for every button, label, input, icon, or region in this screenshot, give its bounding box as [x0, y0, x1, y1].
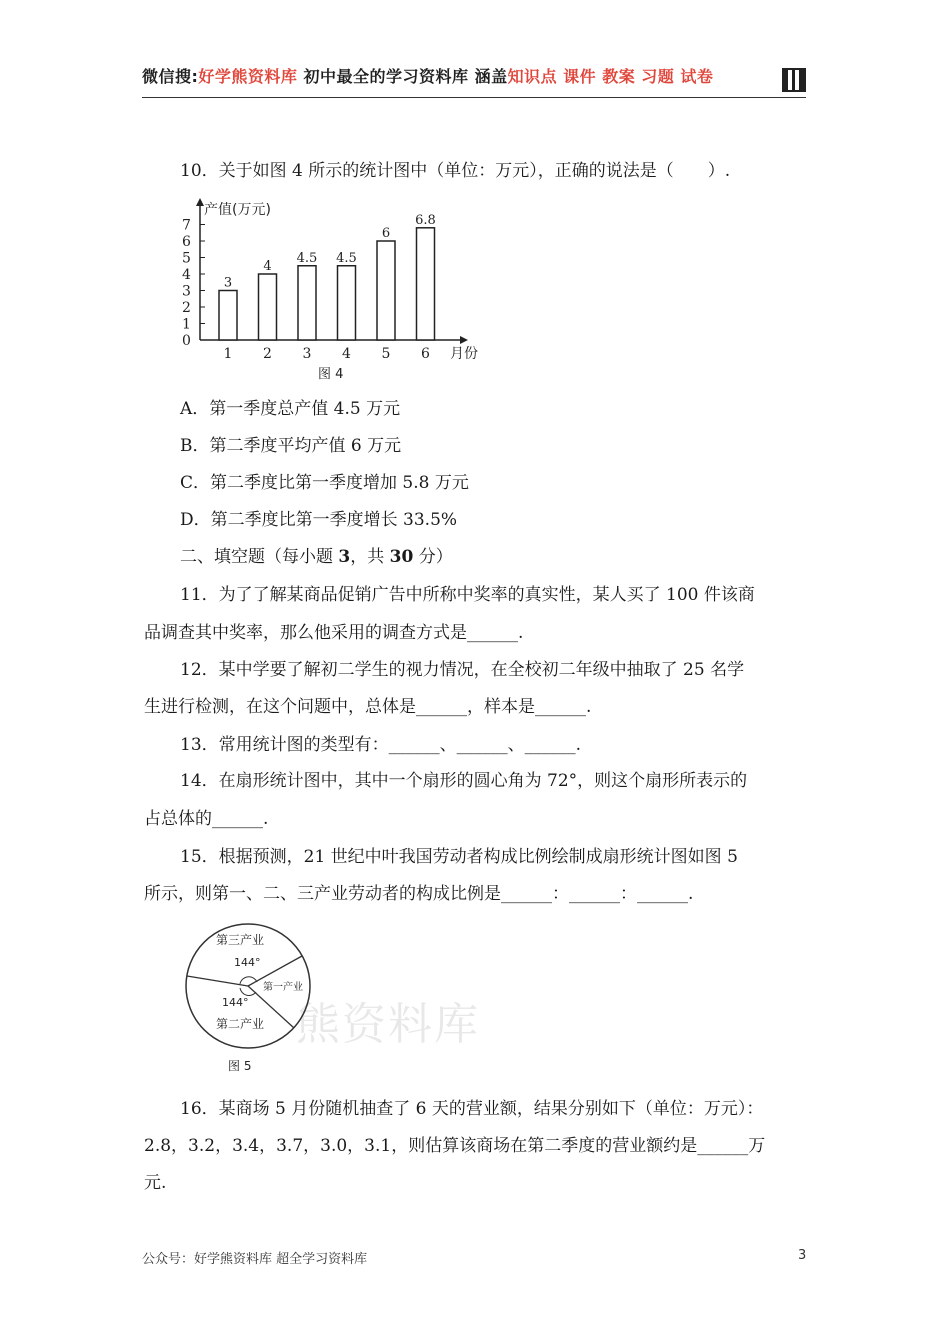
page-footer: 公众号：好学熊资料库 超全学习资料库	[142, 1252, 368, 1267]
pie-label-third-industry: 第三产业	[216, 933, 265, 947]
bar	[219, 291, 237, 341]
q10-option-b: B．第二季度平均产值 6 万元	[180, 436, 402, 456]
y-tick-label: 7	[182, 217, 191, 234]
bar	[298, 266, 316, 340]
q10-option-a: A．第一季度总产值 4.5 万元	[180, 399, 401, 419]
qr-code-icon	[782, 68, 806, 92]
y-tick-label: 0	[182, 333, 191, 349]
bar-chart-figure-4	[178, 198, 478, 384]
x-tick-label: 5	[381, 346, 391, 362]
x-tick-label: 2	[263, 346, 272, 362]
pie-angle-second: 144°	[222, 996, 249, 1009]
x-axis-arrow	[460, 336, 468, 344]
bar-value-label: 6.8	[415, 212, 436, 228]
bar-value-label: 6	[381, 226, 391, 241]
pie-divider-left	[187, 976, 248, 986]
bar	[338, 266, 356, 340]
bar-value-label: 4	[263, 259, 272, 274]
x-tick-label: 6	[421, 346, 430, 362]
chart-caption: 图 4	[318, 367, 344, 382]
y-tick-label: 1	[182, 316, 191, 333]
q12-line-1: 12．某中学要了解初二学生的视力情况，在全校初二年级中抽取了 25 名学	[180, 660, 745, 680]
q14-line-2: 占总体的______.	[144, 809, 269, 829]
x-tick-label: 3	[302, 346, 312, 362]
q16-line-3: 元.	[144, 1173, 167, 1193]
q10-option-d: D．第二季度比第一季度增长 33.5%	[180, 510, 458, 530]
bar	[377, 241, 395, 340]
section-heading-fill-in	[180, 546, 453, 568]
y-tick-label: 2	[182, 300, 191, 316]
q14-line-1: 14．在扇形统计图中，其中一个扇形的圆心角为 72°，则这个扇形所表示的	[180, 771, 748, 791]
q16-line-1: 16．某商场 5 月份随机抽查了 6 天的营业额，结果分别如下（单位：万元）：	[180, 1099, 764, 1119]
pie-label-first-industry: 第一产业	[263, 982, 303, 993]
q11-line-1: 11．为了了解某商品促销广告中所称中奖率的真实性，某人买了 100 件该商	[180, 585, 755, 605]
q16-line-2: 2.8，3.2，3.4，3.7，3.0，3.1，则估算该商场在第二季度的营业额约是______万	[144, 1136, 766, 1156]
x-axis-title: 月份	[450, 346, 478, 362]
header-divider	[142, 97, 806, 98]
x-tick-label: 1	[223, 346, 233, 362]
section-heading-points-each: 3	[338, 547, 351, 567]
pie-caption: 图 5	[228, 1059, 252, 1073]
section-heading-points-total: 30	[389, 547, 414, 567]
bar-value-label: 3	[223, 275, 233, 291]
section-heading-mid: ，共	[350, 547, 390, 567]
q10-stem: 10．关于如图 4 所示的统计图中（单位：万元），正确的说法是（ ）.	[180, 161, 731, 181]
header-topics: 知识点 课件 教案 习题 试卷	[507, 67, 714, 86]
pie-angle-third: 144°	[234, 956, 261, 969]
section-heading-prefix: 二、填空题（每小题	[180, 547, 339, 567]
y-tick-label: 3	[182, 283, 191, 300]
section-heading-suffix: 分）	[413, 547, 453, 567]
q11-line-2: 品调查其中奖率，那么他采用的调查方式是______.	[144, 623, 524, 643]
q12-line-2: 生进行检测，在这个问题中，总体是______，样本是______.	[144, 697, 592, 717]
x-tick-label: 4	[342, 346, 351, 362]
header-prefix: 微信搜:	[142, 67, 199, 86]
bar	[417, 228, 435, 340]
bar-value-label: 4.5	[296, 250, 318, 266]
q15-line-1: 15．根据预测，21 世纪中叶我国劳动者构成比例绘制成扇形统计图如图 5	[180, 847, 738, 867]
q15-line-2: 所示，则第一、二、三产业劳动者的构成比例是______：______：______.	[144, 884, 694, 904]
pie-label-second-industry: 第二产业	[216, 1017, 265, 1031]
bar	[259, 274, 277, 340]
q13: 13．常用统计图的类型有：______、______、______.	[180, 735, 582, 755]
bar-value-label: 4.5	[336, 250, 357, 266]
y-tick-label: 6	[182, 234, 191, 250]
y-axis-arrow	[196, 198, 204, 206]
page-number: 3	[798, 1248, 807, 1263]
watermark: 熊资料库	[296, 999, 480, 1050]
header-slogan: 初中最全的学习资料库 涵盖	[297, 67, 508, 86]
pie-chart-figure-5	[180, 920, 320, 1080]
y-tick-label: 4	[182, 267, 191, 283]
header-brand: 好学熊资料库	[198, 67, 298, 86]
y-tick-label: 5	[182, 250, 191, 267]
q10-option-c: C．第二季度比第一季度增加 5.8 万元	[180, 473, 469, 493]
y-axis-title: 产值(万元)	[204, 202, 271, 218]
page-header	[142, 64, 806, 98]
